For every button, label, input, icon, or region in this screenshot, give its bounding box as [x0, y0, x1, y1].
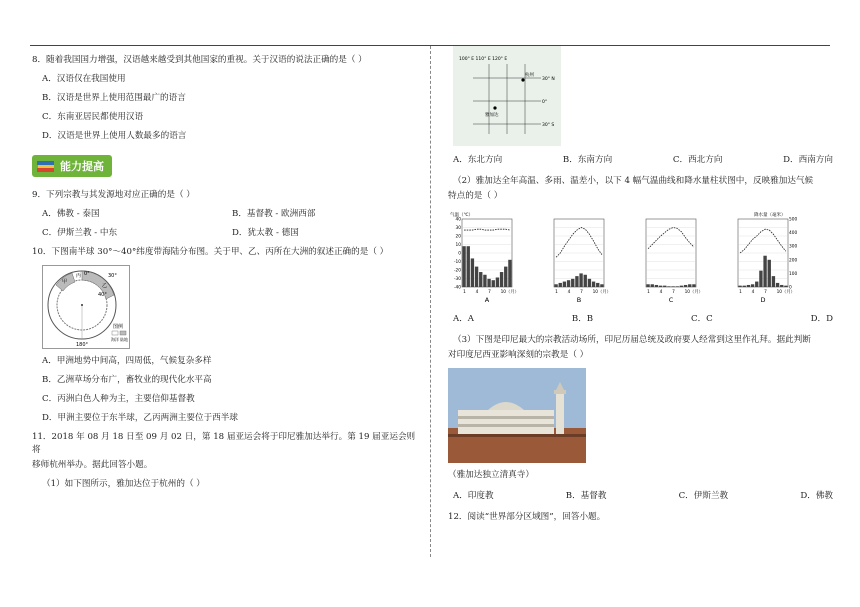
precip-bar — [496, 277, 499, 287]
q10-option-a[interactable]: A．甲洲地势中间高，四周低，气候复杂多样 — [42, 356, 212, 366]
precip-bar — [759, 271, 762, 287]
precip-tick-label: 200 — [789, 258, 798, 264]
precip-tick-label: 100 — [789, 271, 798, 277]
q10-option-d[interactable]: D．甲洲主要位于东半球，乙丙两洲主要位于西半球 — [42, 413, 238, 423]
precip-bar — [579, 273, 582, 287]
q9-option-a[interactable]: A．佛教 - 泰国 — [42, 209, 100, 219]
temp-tick-label: 40 — [455, 217, 461, 223]
q8-option-c[interactable]: C．东南亚居民都使用汉语 — [42, 112, 144, 122]
map-lat-0: 0° — [542, 100, 548, 105]
precip-bar — [772, 276, 775, 287]
precip-bar — [684, 285, 687, 287]
precip-bar — [659, 286, 662, 287]
q11-sub2-options — [453, 313, 833, 326]
month-tick-label: 1 — [555, 290, 558, 295]
precip-bar — [646, 284, 649, 287]
southern-hemisphere-figure — [42, 265, 130, 349]
climate-chart-a — [448, 209, 526, 307]
precip-bar — [763, 256, 766, 287]
climate-chart-d — [724, 209, 802, 307]
precip-bar — [559, 283, 562, 287]
mosque-photo — [448, 368, 586, 463]
chart-title-label: A — [484, 296, 490, 304]
q8-stem: 8．随着我国国力增强，汉语越来越受到其他国家的重视。关于汉语的说法正确的是（ ） — [32, 55, 367, 65]
precip-bar — [471, 258, 474, 287]
map-city-hangzhou: 杭州 — [525, 73, 534, 78]
temp-tick-label: -10 — [453, 260, 461, 265]
precip-bar — [663, 286, 666, 287]
q11-sub2-option-d[interactable]: D．D — [810, 314, 833, 324]
fig-label-0: 0° — [84, 271, 90, 277]
precip-bar — [780, 285, 783, 287]
q9-stem: 9．下列宗教与其发源地对应正确的是（ ） — [32, 190, 195, 200]
q8-option-a[interactable]: A．汉语仅在我国使用 — [42, 74, 126, 84]
temp-tick-label: 0 — [458, 251, 461, 257]
fig-label-180: 180° — [76, 342, 89, 348]
month-tick-label: 10（月） — [776, 290, 795, 295]
precip-bar — [600, 284, 603, 287]
precip-bar — [563, 282, 566, 287]
precip-bar — [492, 280, 495, 287]
map-lon-labels: 100° E 110° E 120° E — [459, 57, 508, 62]
precip-tick-label: 0 — [789, 285, 792, 291]
map-lat-30n: 30° N — [542, 77, 555, 82]
q9-option-d[interactable]: D．犹太教 - 德国 — [232, 228, 299, 238]
q11-sub1-option-d[interactable]: D．西南方向 — [783, 155, 833, 165]
temp-tick-label: 10 — [455, 243, 461, 248]
precip-bar — [592, 282, 595, 287]
section-badge-label: 能力提高 — [60, 159, 104, 173]
month-tick-label: 1 — [463, 290, 466, 295]
fig-label-jia: 甲 — [62, 279, 68, 285]
month-tick-label: 4 — [751, 290, 755, 295]
q9-option-c[interactable]: C．伊斯兰教 - 中东 — [42, 228, 118, 238]
q11-sub2-line2: 特点的是（ ） — [448, 191, 503, 201]
precip-bar — [776, 283, 779, 287]
precip-bar — [487, 279, 490, 287]
precip-bar — [784, 286, 787, 287]
precip-bar — [567, 280, 570, 287]
precip-bar — [680, 286, 683, 287]
month-tick-label: 7 — [488, 290, 491, 295]
chart-title-label: D — [760, 296, 766, 304]
left-column — [32, 50, 422, 497]
month-tick-label: 10（月） — [500, 290, 519, 295]
fig-legend-title: 图例 — [113, 324, 124, 330]
temp-tick-label: 30 — [455, 226, 461, 231]
q11-sub2-line1: （2）雅加达全年高温、多雨、温差小，以下 4 幅气温曲线和降水量柱状图中，反映雅加达气候 — [453, 176, 814, 186]
month-tick-label: 4 — [475, 290, 479, 295]
map-lat-30s: 30° S — [542, 123, 555, 128]
fig-legend-sea: 海洋 — [111, 337, 119, 342]
fig-label-yi: 乙 — [102, 283, 108, 289]
precip-tick-label: 500 — [789, 217, 798, 223]
q11-stem-line2: 移师杭州举办。据此回答小题。 — [32, 460, 153, 470]
q11-sub3-option-b[interactable]: B．基督教 — [565, 491, 607, 501]
precip-bar — [596, 283, 599, 287]
month-tick-label: 4 — [567, 290, 571, 295]
q11-sub2-option-b[interactable]: B．B — [571, 314, 594, 324]
q9-option-b[interactable]: B．基督教 - 欧洲西部 — [232, 209, 316, 219]
precip-axis-label: 降水量（毫米） — [754, 213, 786, 218]
q11-stem-line1: 11．2018 年 08 月 18 日至 09 月 02 日，第 18 届亚运会将于印尼雅加达举行。第 19 届亚运会则将 — [32, 432, 416, 455]
month-tick-label: 7 — [580, 290, 583, 295]
q11-sub1-option-c[interactable]: C．西北方向 — [672, 155, 723, 165]
precip-bar — [671, 286, 674, 287]
month-tick-label: 10（月） — [684, 290, 703, 295]
precip-bar — [688, 284, 691, 287]
q11-sub1-option-b[interactable]: B．东南方向 — [562, 155, 613, 165]
month-tick-label: 10（月） — [592, 290, 611, 295]
precip-bar — [504, 267, 507, 287]
precip-bar — [584, 275, 587, 287]
precip-bar — [667, 286, 670, 287]
precip-bar — [768, 260, 771, 287]
fig-label-40: 40° — [98, 292, 107, 298]
q8-option-d[interactable]: D．汉语是世界上使用人数最多的语言 — [42, 131, 187, 141]
q11-sub1-option-a[interactable]: A．东北方向 — [453, 155, 503, 165]
precip-bar — [500, 272, 503, 287]
q11-sub3-options — [453, 490, 833, 503]
q11-sub3-option-d[interactable]: D．佛教 — [800, 491, 833, 501]
precip-bar — [692, 284, 695, 287]
climate-charts — [448, 209, 833, 307]
q11-sub3-option-a[interactable]: A．印度教 — [453, 491, 494, 501]
q11-sub2-option-a[interactable]: A．A — [453, 314, 475, 324]
precip-bar — [575, 276, 578, 287]
q8-option-b[interactable]: B．汉语是世界上使用范围最广的语言 — [42, 93, 186, 103]
precip-bar — [554, 284, 557, 287]
month-tick-label: 7 — [672, 290, 675, 295]
precip-bar — [651, 284, 654, 287]
fig-label-bing: 丙 — [76, 273, 82, 279]
precip-bar — [571, 279, 574, 287]
temp-tick-label: -20 — [453, 268, 461, 274]
photo-caption: （雅加达独立清真寺） — [448, 470, 534, 480]
q10-stem: 10．下图南半球 30°～40°纬度带海陆分布图。关于甲、乙、丙所在大洲的叙述正确的是（ ） — [32, 247, 389, 257]
chart-title-label: C — [668, 296, 674, 304]
map-city-jakarta: 雅加达 — [485, 113, 499, 118]
q11-sub1-options — [453, 154, 833, 167]
temp-tick-label: -40 — [453, 285, 461, 291]
precip-bar — [747, 285, 750, 287]
q11-sub1-stem: （1）如下图所示，雅加达位于杭州的（ ） — [42, 479, 205, 489]
q9-options — [42, 208, 422, 240]
precip-bar — [479, 272, 482, 287]
month-tick-label: 1 — [647, 290, 650, 295]
precip-bar — [655, 285, 658, 287]
right-column — [448, 46, 833, 530]
q10-option-b[interactable]: B．乙洲草场分布广，畜牧业的现代化水平高 — [42, 375, 212, 385]
q11-sub2-option-c[interactable]: C．C — [691, 314, 713, 324]
books-icon — [36, 159, 56, 173]
temp-tick-label: 20 — [455, 234, 461, 240]
precip-bar — [676, 286, 679, 287]
precip-bar — [483, 275, 486, 287]
climate-chart-b — [540, 209, 618, 307]
precip-tick-label: 400 — [789, 231, 798, 237]
climate-chart-c — [632, 209, 710, 307]
month-tick-label: 1 — [739, 290, 742, 295]
precip-bar — [462, 246, 465, 287]
temp-tick-label: -30 — [453, 277, 461, 282]
temp-axis-label: 气温（℃） — [450, 213, 474, 218]
q11-sub3-option-c[interactable]: C．伊斯兰教 — [678, 491, 729, 501]
q10-option-c[interactable]: C．丙洲白色人种为主，主要信仰基督教 — [42, 394, 195, 404]
precip-bar — [755, 282, 758, 287]
precip-bar — [751, 284, 754, 287]
precip-bar — [467, 246, 470, 287]
section-badge — [32, 155, 112, 177]
precip-bar — [508, 260, 511, 287]
month-tick-label: 7 — [764, 290, 767, 295]
precip-bar — [738, 286, 741, 287]
q12-stem: 12．阅读“世界部分区域图”，回答小题。 — [448, 512, 606, 522]
q11-sub3-line2: 对印度尼西亚影响深刻的宗教是（ ） — [448, 350, 589, 360]
precip-bar — [475, 267, 478, 287]
fig-legend-land: 陆地 — [120, 337, 128, 342]
precip-bar — [743, 286, 746, 287]
chart-title-label: B — [576, 296, 582, 304]
precip-bar — [588, 279, 591, 287]
column-divider — [430, 46, 431, 557]
location-map — [453, 46, 561, 146]
precip-tick-label: 300 — [789, 244, 798, 250]
q11-sub3-line1: （3）下图是印尼最大的宗教活动场所，印尼历届总统及政府要人经常到这里作礼拜。据此判断 — [453, 335, 811, 345]
month-tick-label: 4 — [659, 290, 663, 295]
fig-label-30: 30° — [108, 273, 117, 279]
